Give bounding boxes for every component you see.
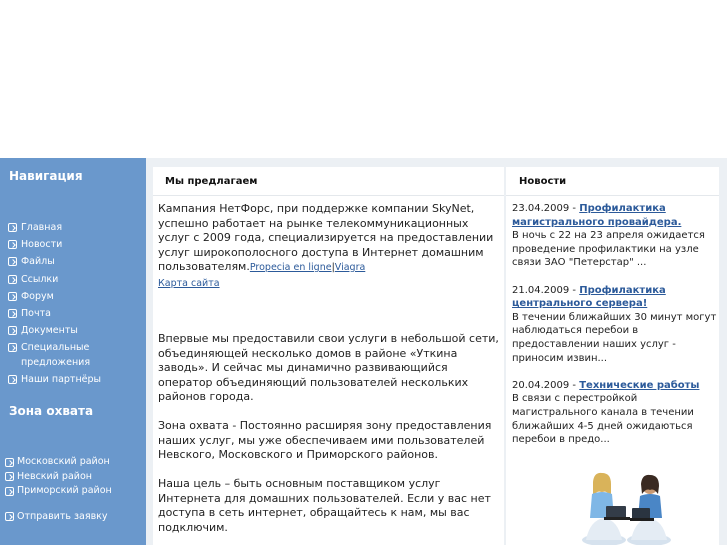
offer-panel — [153, 167, 504, 545]
nav-item-mail[interactable]: Почта — [8, 305, 101, 322]
people-with-laptops-image — [564, 470, 684, 545]
nav-item-special-offers[interactable]: Специальные предложения — [8, 339, 101, 371]
zone-item-primorsky[interactable]: Приморский район — [5, 484, 112, 499]
nav-item-news[interactable]: Новости — [8, 236, 101, 253]
arrow-icon — [8, 223, 17, 232]
arrow-icon — [8, 240, 17, 249]
news-excerpt: В ночь с 22 на 23 апреля ожидается проведение профилактики на узле связи ЗАО "Петерстар" ... — [512, 230, 705, 269]
zone-heading: Зона охвата — [9, 404, 94, 418]
news-title-link[interactable]: Профилактика магистрального провайдера. — [512, 203, 682, 228]
spacer — [158, 291, 500, 320]
zone-item-nevsky[interactable]: Невский район — [5, 470, 112, 485]
zone-menu — [5, 455, 112, 499]
news-excerpt: В течении ближайших 30 минут могут наблюдаться перебои в предоставлении наших услуг - приносим извин... — [512, 311, 717, 364]
zone-item-moskovsky[interactable]: Московский район — [5, 455, 112, 470]
arrow-icon — [8, 275, 17, 284]
offer-text — [158, 202, 500, 545]
news-item — [512, 379, 717, 447]
arrow-icon — [8, 292, 17, 301]
nav-item-links[interactable]: Ссылки — [8, 271, 101, 288]
news-excerpt: В связи с перестройкой магистрального канала в течении ближайших 4-5 дней ожидаються перебои в предо... — [512, 393, 694, 446]
offer-panel-header — [153, 167, 504, 196]
sitemap-link[interactable]: Карта сайта — [158, 277, 220, 289]
propecia-link[interactable]: Propecia en ligne — [249, 262, 332, 273]
offer-paragraph-3: Зона охвата - Постоянно расширяя зону предоставления наших услуг, мы уже обеспечиваем ими пользователей Невского, Московского и Приморского районов. — [158, 419, 492, 461]
arrow-icon — [8, 326, 17, 335]
offer-paragraph-4: Наша цель – быть основным поставщиком услуг Интернета для домашних пользователей. Если у вас нет доступа в сеть интернет, обращайтесь к нам, мы вас подключим. — [158, 477, 491, 534]
nav-item-forum[interactable]: Форум — [8, 288, 101, 305]
news-heading: Новости — [519, 176, 567, 187]
news-date: 21.04.2009 - — [512, 284, 580, 296]
arrow-icon — [5, 458, 14, 467]
offer-heading: Мы предлагаем — [165, 176, 258, 187]
arrow-icon — [5, 512, 14, 521]
nav-menu — [8, 219, 101, 389]
arrow-icon — [8, 257, 17, 266]
news-date: 23.04.2009 - — [512, 203, 580, 214]
header-banner — [0, 0, 727, 158]
arrow-icon — [8, 309, 17, 318]
sidebar — [0, 158, 146, 545]
arrow-icon — [5, 472, 14, 481]
nav-heading: Навигация — [9, 169, 83, 183]
offer-paragraph-2: Впервые мы предоставили свои услуги в небольшой сети, объединяющей несколько домов в районе «Уткина заводь». И сейчас мы динамично развивающийся оператор объединяющий пользователей нескольких районов города. — [158, 332, 499, 403]
send-request-link[interactable]: Отправить заявку — [5, 511, 108, 522]
link-separator: | — [331, 262, 335, 273]
news-title-link[interactable]: Технические работы — [579, 379, 700, 391]
arrow-icon — [5, 487, 14, 496]
news-item — [512, 284, 717, 366]
nav-item-partners[interactable]: Наши партнёры — [8, 371, 101, 388]
nav-item-home[interactable]: Главная — [8, 219, 101, 236]
arrow-icon — [8, 375, 17, 384]
news-date: 20.04.2009 - — [512, 379, 580, 391]
arrow-icon — [8, 343, 17, 352]
news-panel-header — [506, 167, 719, 196]
nav-item-documents[interactable]: Документы — [8, 322, 101, 339]
nav-item-files[interactable]: Файлы — [8, 253, 101, 270]
viagra-link[interactable]: Viagra — [334, 262, 366, 273]
news-title-link[interactable]: Профилактика центрального сервера! — [512, 284, 666, 310]
news-list — [512, 202, 717, 460]
offer-paragraph-1: Кампания НетФорс, при поддержке компании SkyNet, успешно работает на рынке телекоммуникационных услуг с 2009 года, специализируется на предоставлении услуг широкополосного доступа в Интернет домашним пользователям. — [158, 202, 494, 273]
news-item — [512, 202, 717, 270]
